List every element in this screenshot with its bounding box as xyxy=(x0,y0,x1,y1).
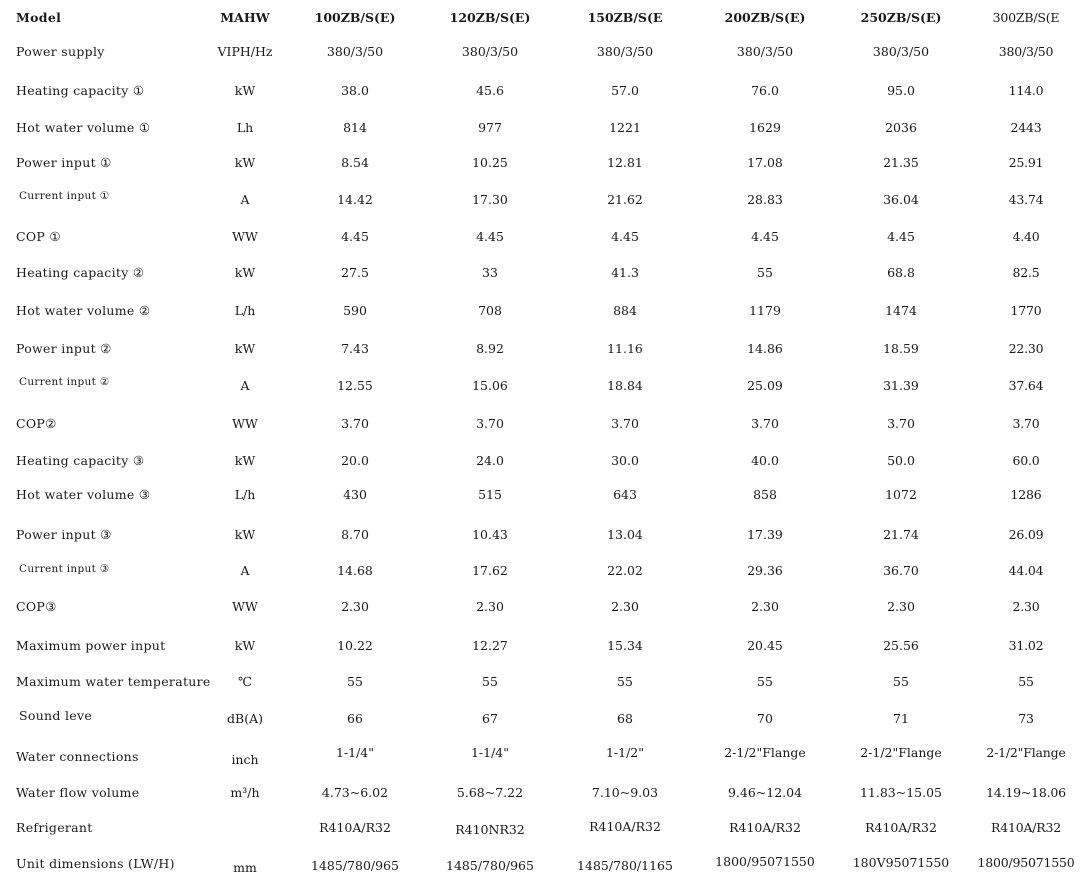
row-value: 4.40 xyxy=(1012,229,1040,244)
row-value: 68 xyxy=(617,711,633,726)
row-label: Hot water volume ② xyxy=(16,303,151,318)
row-unit: dB(A) xyxy=(227,711,263,726)
row-unit xyxy=(205,810,285,846)
row-unit: kW xyxy=(234,638,256,653)
table-row xyxy=(0,110,1080,146)
row-value: 380/3/50 xyxy=(326,44,384,59)
row-value: 55 xyxy=(757,674,773,689)
row-unit: L/h xyxy=(234,303,256,318)
table-row xyxy=(0,443,1080,479)
row-value: 3.70 xyxy=(476,416,504,431)
row-value: R410NR32 xyxy=(455,822,525,837)
row-value: 55 xyxy=(757,265,773,280)
row-label: Heating capacity ① xyxy=(16,83,145,98)
row-value: 380/3/50 xyxy=(998,44,1054,59)
row-value: 20.0 xyxy=(341,453,369,468)
row-value: 30.0 xyxy=(611,453,639,468)
row-value: 55 xyxy=(347,674,363,689)
row-value: 1-1/4" xyxy=(335,745,375,760)
row-value: 2.30 xyxy=(887,599,915,614)
row-value: 40.0 xyxy=(751,453,779,468)
header-model: 300ZB/S(E xyxy=(992,10,1060,25)
table-row xyxy=(0,73,1080,109)
row-value: 1485/780/965 xyxy=(446,858,534,873)
row-unit: mm xyxy=(233,860,257,875)
row-value: 21.62 xyxy=(607,192,643,207)
row-value: 12.27 xyxy=(472,638,508,653)
row-value: 1770 xyxy=(1010,303,1042,318)
row-unit: kW xyxy=(234,83,256,98)
row-value: R410A/R32 xyxy=(319,820,391,835)
row-value: 380/3/50 xyxy=(872,44,930,59)
row-unit: ℃ xyxy=(238,674,252,689)
table-row xyxy=(0,406,1080,442)
row-value: 44.04 xyxy=(1008,563,1044,578)
row-value: 4.45 xyxy=(476,229,504,244)
row-label: Hot water volume ① xyxy=(16,120,151,135)
row-value: 60.0 xyxy=(1012,453,1040,468)
row-value: 55 xyxy=(482,674,498,689)
table-row xyxy=(0,589,1080,625)
row-value: 12.81 xyxy=(607,155,643,170)
table-row xyxy=(0,775,1080,811)
row-value: 22.02 xyxy=(607,563,643,578)
row-value: 8.92 xyxy=(476,341,504,356)
row-unit: A xyxy=(240,192,250,207)
row-value: 180V95071550 xyxy=(852,855,950,870)
table-row xyxy=(0,34,1080,70)
row-label: Maximum water temperature xyxy=(16,674,211,689)
row-value: 55 xyxy=(617,674,633,689)
table-row xyxy=(0,701,1080,737)
row-value: 27.5 xyxy=(341,265,369,280)
row-value: 1800/95071550 xyxy=(977,855,1075,870)
row-value: 977 xyxy=(478,120,502,135)
row-value: 708 xyxy=(478,303,502,318)
row-label: COP② xyxy=(16,416,57,431)
row-value: 1179 xyxy=(749,303,781,318)
row-label: Sound leve xyxy=(19,708,93,723)
row-value: 17.62 xyxy=(472,563,508,578)
row-value: 4.73~6.02 xyxy=(321,785,389,800)
row-unit: WW xyxy=(232,416,258,431)
row-value: 18.59 xyxy=(883,341,919,356)
row-value: 14.19~18.06 xyxy=(986,785,1066,800)
row-value: 3.70 xyxy=(611,416,639,431)
row-value: 12.55 xyxy=(337,378,373,393)
row-value: 4.45 xyxy=(887,229,915,244)
row-label: Power input ③ xyxy=(16,527,112,542)
row-value: 71 xyxy=(893,711,909,726)
row-value: 1474 xyxy=(885,303,917,318)
row-label: Heating capacity ③ xyxy=(16,453,145,468)
row-value: 67 xyxy=(482,711,498,726)
row-label: Current input ③ xyxy=(19,563,110,575)
row-value: 11.83~15.05 xyxy=(859,785,943,800)
row-value: 33 xyxy=(482,265,498,280)
row-value: 15.06 xyxy=(472,378,508,393)
row-label: Power input ② xyxy=(16,341,112,356)
row-value: 1629 xyxy=(749,120,781,135)
header-model: 120ZB/S(E) xyxy=(449,10,531,25)
row-value: 14.68 xyxy=(337,563,373,578)
row-label: COP ① xyxy=(16,229,61,244)
row-value: 5.68~7.22 xyxy=(456,785,524,800)
row-value: 21.74 xyxy=(883,527,919,542)
row-value: R410A/R32 xyxy=(990,820,1062,835)
row-value: 17.30 xyxy=(472,192,508,207)
table-row xyxy=(0,182,1080,218)
table-row xyxy=(0,331,1080,367)
row-value: 430 xyxy=(343,487,367,502)
row-value: 73 xyxy=(1018,711,1034,726)
header-model: 250ZB/S(E) xyxy=(860,10,942,25)
row-value: 45.6 xyxy=(476,83,504,98)
row-value: 380/3/50 xyxy=(596,44,654,59)
header-unit: MAHW xyxy=(220,10,270,25)
row-value: 114.0 xyxy=(1008,83,1044,98)
row-value: 20.45 xyxy=(747,638,783,653)
row-value: 8.70 xyxy=(341,527,369,542)
row-label: Power supply xyxy=(16,44,105,59)
row-value: 76.0 xyxy=(751,83,779,98)
header-model: 200ZB/S(E) xyxy=(724,10,806,25)
row-value: 2-1/2"Flange xyxy=(724,745,806,760)
row-value: 15.34 xyxy=(607,638,643,653)
row-value: 643 xyxy=(613,487,637,502)
row-value: 2.30 xyxy=(341,599,369,614)
row-label: Current input ② xyxy=(19,376,110,388)
row-label: Hot water volume ③ xyxy=(16,487,151,502)
row-unit: kW xyxy=(234,155,256,170)
table-row xyxy=(0,847,1080,883)
row-value: 1485/780/965 xyxy=(311,858,399,873)
row-value: 18.84 xyxy=(607,378,643,393)
table-row xyxy=(0,255,1080,291)
row-value: 37.64 xyxy=(1008,378,1044,393)
row-value: 3.70 xyxy=(887,416,915,431)
row-label: Current input ① xyxy=(19,190,110,202)
row-value: 25.09 xyxy=(747,378,783,393)
row-value: 4.45 xyxy=(751,229,779,244)
header-model: 100ZB/S(E) xyxy=(314,10,396,25)
row-value: 2-1/2"Flange xyxy=(986,745,1066,760)
table-row xyxy=(0,145,1080,181)
row-value: 21.35 xyxy=(883,155,919,170)
row-label: Maximum power input xyxy=(16,638,166,653)
row-unit: kW xyxy=(234,341,256,356)
row-label: Heating capacity ② xyxy=(16,265,145,280)
row-value: 70 xyxy=(757,711,773,726)
row-value: 38.0 xyxy=(341,83,369,98)
row-label: Water flow volume xyxy=(16,785,140,800)
row-value: 25.56 xyxy=(883,638,919,653)
row-value: 1286 xyxy=(1010,487,1042,502)
row-value: 4.45 xyxy=(611,229,639,244)
row-value: 68.8 xyxy=(887,265,915,280)
row-unit: Lh xyxy=(236,120,254,135)
row-label: COP③ xyxy=(16,599,57,614)
row-value: 2.30 xyxy=(751,599,779,614)
row-value: R410A/R32 xyxy=(589,819,661,834)
row-value: 31.39 xyxy=(883,378,919,393)
row-value: 10.43 xyxy=(472,527,508,542)
row-value: 380/3/50 xyxy=(736,44,794,59)
row-unit: VIPH/Hz xyxy=(217,44,273,59)
table-row xyxy=(0,477,1080,513)
row-value: 1072 xyxy=(885,487,917,502)
row-value: 17.08 xyxy=(747,155,783,170)
row-value: R410A/R32 xyxy=(729,820,801,835)
row-value: 4.45 xyxy=(341,229,369,244)
row-value: 2.30 xyxy=(611,599,639,614)
row-value: 50.0 xyxy=(887,453,915,468)
row-unit: L/h xyxy=(234,487,256,502)
row-value: 3.70 xyxy=(751,416,779,431)
row-value: 2.30 xyxy=(1012,599,1040,614)
table-row xyxy=(0,553,1080,589)
row-value: 57.0 xyxy=(611,83,639,98)
row-value: 36.70 xyxy=(883,563,919,578)
table-row xyxy=(0,368,1080,404)
row-value: 43.74 xyxy=(1008,192,1044,207)
row-value: 36.04 xyxy=(883,192,919,207)
row-value: 590 xyxy=(343,303,367,318)
row-value: R410A/R32 xyxy=(865,820,937,835)
row-value: 884 xyxy=(613,303,637,318)
row-value: 14.86 xyxy=(747,341,783,356)
table-row xyxy=(0,664,1080,700)
row-value: 814 xyxy=(343,120,367,135)
row-value: 10.22 xyxy=(337,638,373,653)
row-value: 1-1/4" xyxy=(470,745,510,760)
row-value: 41.3 xyxy=(611,265,639,280)
row-value: 26.09 xyxy=(1008,527,1044,542)
row-value: 2.30 xyxy=(476,599,504,614)
row-unit: m³/h xyxy=(230,785,260,800)
row-value: 8.54 xyxy=(341,155,369,170)
row-value: 17.39 xyxy=(747,527,783,542)
table-header-row xyxy=(0,0,1080,36)
row-value: 66 xyxy=(347,711,363,726)
row-value: 28.83 xyxy=(747,192,783,207)
row-value: 7.43 xyxy=(341,341,369,356)
row-value: 1221 xyxy=(609,120,641,135)
row-value: 22.30 xyxy=(1008,341,1044,356)
row-value: 2-1/2"Flange xyxy=(860,745,942,760)
row-value: 1485/780/1165 xyxy=(577,858,673,873)
row-value: 25.91 xyxy=(1008,155,1044,170)
table-row xyxy=(0,517,1080,553)
row-unit: inch xyxy=(231,752,259,767)
row-unit: kW xyxy=(234,265,256,280)
row-value: 55 xyxy=(893,674,909,689)
row-value: 29.36 xyxy=(747,563,783,578)
row-value: 858 xyxy=(753,487,777,502)
row-label: Refrigerant xyxy=(16,820,93,835)
row-value: 2443 xyxy=(1010,120,1042,135)
row-value: 2036 xyxy=(885,120,917,135)
row-value: 11.16 xyxy=(607,341,643,356)
table-row xyxy=(0,810,1080,846)
row-label: Power input ① xyxy=(16,155,112,170)
row-value: 82.5 xyxy=(1012,265,1040,280)
table-row xyxy=(0,219,1080,255)
row-label: Unit dimensions (LW/H) xyxy=(16,856,175,871)
row-value: 31.02 xyxy=(1008,638,1044,653)
row-unit: WW xyxy=(232,229,258,244)
row-value: 24.0 xyxy=(476,453,504,468)
row-value: 380/3/50 xyxy=(461,44,519,59)
header-label: Model xyxy=(16,10,62,25)
table-row xyxy=(0,739,1080,775)
row-unit: A xyxy=(240,563,250,578)
row-value: 95.0 xyxy=(887,83,915,98)
row-unit: A xyxy=(240,378,250,393)
row-unit: WW xyxy=(232,599,258,614)
row-value: 1800/95071550 xyxy=(715,854,815,869)
row-value: 13.04 xyxy=(607,527,643,542)
row-value: 7.10~9.03 xyxy=(591,785,659,800)
row-value: 14.42 xyxy=(337,192,373,207)
table-row xyxy=(0,628,1080,664)
row-value: 9.46~12.04 xyxy=(727,785,803,800)
row-value: 515 xyxy=(478,487,502,502)
header-model: 150ZB/S(E xyxy=(587,10,663,25)
row-unit: kW xyxy=(234,527,256,542)
table-row xyxy=(0,293,1080,329)
row-value: 10.25 xyxy=(472,155,508,170)
row-value: 55 xyxy=(1018,674,1034,689)
row-value: 3.70 xyxy=(341,416,369,431)
row-value: 3.70 xyxy=(1012,416,1040,431)
row-label: Water connections xyxy=(16,749,139,764)
row-unit: kW xyxy=(234,453,256,468)
row-value: 1-1/2" xyxy=(605,745,645,760)
